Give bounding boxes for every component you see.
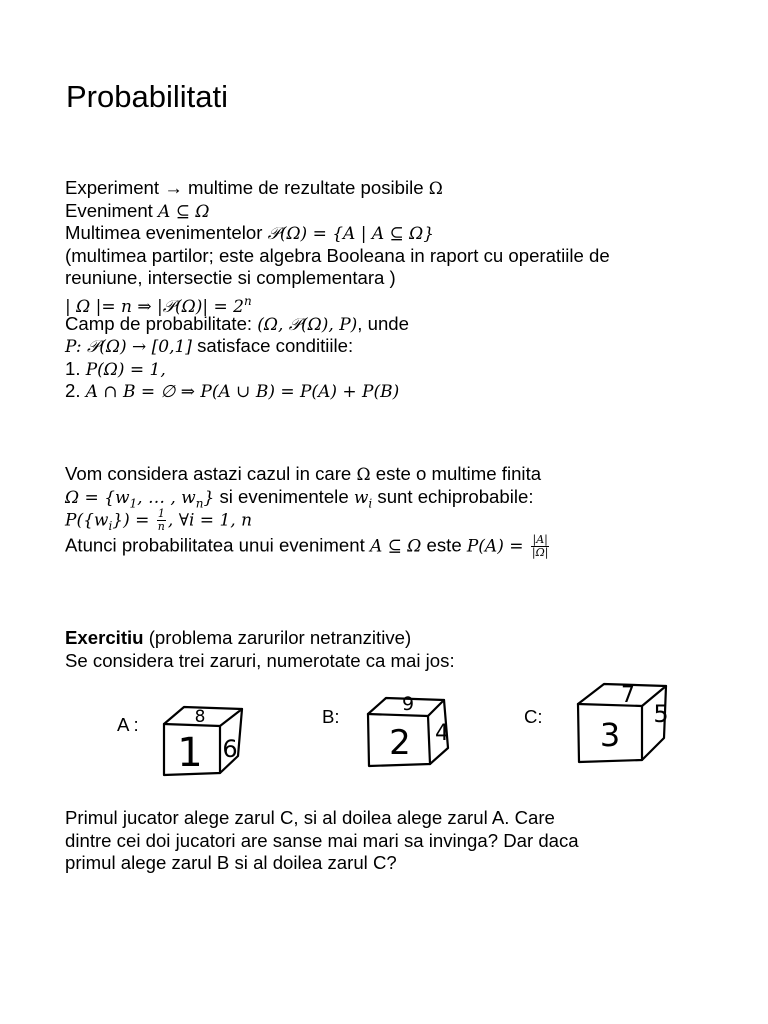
definition-event-set: Multimea evenimentelor 𝒫(Ω) = {A | A ⊆ Ω}	[65, 222, 435, 245]
condition-1: 1. P(Ω) = 1,	[65, 357, 166, 380]
die-c-top-number: 7	[621, 683, 635, 708]
die-b-top-number: 9	[401, 693, 415, 715]
die-c-label: C:	[524, 706, 543, 727]
question-line-2: dintre cei doi jucatori are sanse mai mari sa invinga? Dar daca	[65, 829, 579, 851]
question-line-1: Primul jucator alege zarul C, si al doilea alege zarul A. Care	[65, 807, 555, 828]
die-b-side-number: 4	[435, 721, 449, 746]
exercise-intro: Se considera trei zaruri, numerotate ca mai jos:	[65, 649, 455, 671]
definition-event: Eveniment A ⊆ Ω	[65, 199, 210, 222]
definition-experiment: Experiment → multime de rezultate posibile Ω	[65, 177, 443, 199]
exercise-block	[65, 627, 455, 672]
finite-case-block	[65, 463, 551, 560]
die-a-front-number: 1	[177, 730, 203, 776]
die-a	[150, 700, 250, 780]
finite-line-2: $\Omega = \{w_1$, … , $w_n$} si evenimentele $w_i$ sunt echiprobabile:	[65, 485, 534, 511]
die-a-drawing	[150, 700, 250, 780]
die-a-side-number: 6	[222, 735, 238, 763]
fraction-a-over-omega: $\frac{|A|}{|\Omega|}$	[531, 533, 549, 560]
page-title: Probabilitati	[66, 79, 228, 114]
die-c	[570, 678, 680, 768]
die-b-drawing	[360, 690, 460, 770]
question-line-3: primul alege zarul B si al doilea zarul C?	[65, 852, 397, 874]
die-c-front-number: 3	[599, 716, 621, 754]
die-a-top-number: 8	[194, 707, 206, 727]
die-b-front-number: 2	[389, 723, 411, 763]
definition-note-1: (multimea partilor; este algebra Booleana in raport cu operatiile de	[65, 244, 610, 266]
finite-line-4: Atunci probabilitatea unui eveniment A ⊆ Ω este P(A) = $\frac{|A|}{|\Omega|}$	[65, 533, 549, 560]
exercise-heading: Exercitiu (problema zarurilor netranzitive)	[65, 627, 412, 648]
die-b-label: B:	[322, 706, 340, 727]
definition-probability-function: P: 𝒫(Ω) → [0,1] satisface conditiile:	[65, 335, 354, 358]
fraction-one-over-n: $\frac{1}{n}$	[157, 507, 165, 534]
condition-2: 2. A ∩ B = ∅ ⇒ P(A ∪ B) = P(A) + P(B)	[65, 380, 400, 403]
definition-note-2: reuniune, intersectie si complementara )	[65, 267, 396, 289]
die-c-drawing	[570, 678, 680, 768]
finite-line-3: $P(\{w_i\})$ = $\frac{1}{n}$ , ∀i = 1, n	[65, 507, 253, 534]
definition-probability-field: Camp de probabilitate: (Ω, 𝒫(Ω), P), unde	[65, 312, 409, 335]
question-block	[65, 807, 579, 875]
definitions-block	[65, 177, 610, 403]
definition-cardinality: | Ω |= n ⇒ |𝒫(Ω)| = $2^n$	[65, 293, 252, 318]
die-a-label: A :	[117, 714, 139, 735]
finite-line-1: Vom considera astazi cazul in care Ω este o multime finita	[65, 463, 542, 485]
die-c-side-number: 5	[653, 700, 669, 728]
die-b	[360, 690, 460, 770]
